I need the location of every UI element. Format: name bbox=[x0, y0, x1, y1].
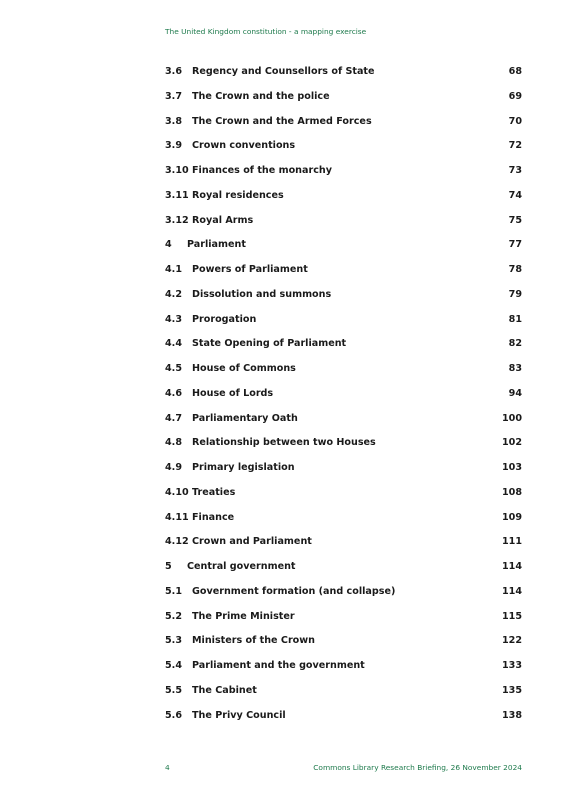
toc-entry[interactable] bbox=[165, 510, 522, 535]
toc-entry-number: 4.9 bbox=[165, 462, 182, 473]
toc-entry[interactable] bbox=[165, 683, 522, 708]
toc-entry-title: The Privy Council bbox=[192, 709, 286, 721]
toc-entry-number: 4.6 bbox=[165, 387, 182, 399]
toc-chapter-entry[interactable] bbox=[165, 559, 522, 584]
toc-entry-title: House of Commons bbox=[192, 363, 296, 374]
toc-entry-title: Parliamentary Oath bbox=[192, 412, 298, 424]
toc-entry-page: 133 bbox=[501, 660, 522, 671]
toc-entry-number: 4.11 bbox=[165, 511, 189, 523]
toc-entry[interactable] bbox=[165, 64, 522, 89]
toc-entry-number: 4.7 bbox=[165, 412, 182, 424]
toc-entry-title: Government formation (and collapse) bbox=[192, 585, 396, 597]
toc-entry-page: 83 bbox=[508, 363, 522, 374]
toc-entry-number: 5 bbox=[165, 561, 172, 572]
toc-entry-title: Prorogation bbox=[192, 313, 257, 325]
toc-entry[interactable] bbox=[165, 460, 522, 485]
toc-entry-title: State Opening of Parliament bbox=[192, 338, 347, 350]
toc-entry-page: 75 bbox=[508, 214, 522, 226]
toc-entry-page: 109 bbox=[501, 511, 522, 523]
toc-entry-page: 114 bbox=[501, 585, 522, 597]
toc-entry-number: 5.3 bbox=[165, 635, 182, 647]
toc-entry-title: Powers of Parliament bbox=[192, 264, 308, 275]
toc-entry-title: Crown conventions bbox=[192, 140, 296, 152]
toc-entry-number: 3.7 bbox=[165, 90, 182, 102]
toc-entry-title: Relationship between two Houses bbox=[192, 437, 376, 449]
toc-entry[interactable] bbox=[165, 89, 522, 114]
toc-entry-page: 73 bbox=[508, 165, 522, 176]
toc-entry-page: 72 bbox=[508, 140, 522, 152]
toc-entry-number: 3.11 bbox=[165, 189, 189, 201]
toc-entry-title: Royal Arms bbox=[192, 214, 254, 226]
toc-entry-number: 4.8 bbox=[165, 437, 182, 449]
toc-entry-page: 122 bbox=[501, 635, 522, 647]
running-header: The United Kingdom constitution - a mapping exercise bbox=[165, 27, 367, 36]
toc-entry-number: 4.10 bbox=[165, 486, 189, 498]
toc-chapter-entry[interactable] bbox=[165, 237, 522, 262]
toc-entry-page: 82 bbox=[508, 338, 522, 350]
toc-entry[interactable] bbox=[165, 411, 522, 436]
toc-entry[interactable] bbox=[165, 138, 522, 163]
toc-entry-number: 3.9 bbox=[165, 140, 182, 152]
toc-entry-title: The Crown and the Armed Forces bbox=[192, 115, 372, 127]
toc-entry[interactable] bbox=[165, 708, 522, 733]
toc-entry[interactable] bbox=[165, 658, 522, 683]
toc-entry-title: Ministers of the Crown bbox=[192, 635, 315, 647]
toc-entry[interactable] bbox=[165, 386, 522, 411]
toc-entry-page: 114 bbox=[501, 561, 522, 572]
toc-entry-title: Crown and Parliament bbox=[192, 536, 312, 548]
toc-entry-page: 70 bbox=[508, 115, 522, 127]
toc-entry[interactable] bbox=[165, 361, 522, 386]
toc-entry[interactable] bbox=[165, 163, 522, 188]
toc-entry-page: 77 bbox=[508, 239, 522, 251]
toc-entry-number: 3.10 bbox=[165, 165, 189, 176]
toc-entry-number: 4.5 bbox=[165, 363, 182, 374]
toc-entry-number: 4.2 bbox=[165, 288, 182, 300]
toc-entry[interactable] bbox=[165, 609, 522, 634]
toc-entry[interactable] bbox=[165, 534, 522, 559]
toc-entry-title: Primary legislation bbox=[192, 462, 295, 473]
toc-entry-page: 100 bbox=[501, 412, 522, 424]
toc-entry-title: Finance bbox=[192, 511, 235, 523]
toc-entry-page: 111 bbox=[501, 536, 522, 548]
toc-entry[interactable] bbox=[165, 262, 522, 287]
toc-entry-title: The Prime Minister bbox=[192, 610, 295, 622]
toc-entry[interactable] bbox=[165, 188, 522, 213]
toc-entry[interactable] bbox=[165, 213, 522, 238]
toc-entry-number: 5.6 bbox=[165, 709, 182, 721]
toc-entry-page: 81 bbox=[508, 313, 522, 325]
toc-entry[interactable] bbox=[165, 485, 522, 510]
toc-entry-page: 94 bbox=[508, 387, 522, 399]
toc-entry-number: 3.6 bbox=[165, 66, 182, 77]
footer-page-number: 4 bbox=[165, 763, 170, 772]
toc-entry-number: 5.2 bbox=[165, 610, 182, 622]
toc-entry-title: Parliament bbox=[187, 239, 246, 251]
toc-entry[interactable] bbox=[165, 435, 522, 460]
toc-entry[interactable] bbox=[165, 312, 522, 337]
toc-entry-number: 4 bbox=[165, 239, 172, 251]
toc-entry-page: 135 bbox=[501, 684, 522, 696]
toc-entry-page: 138 bbox=[501, 709, 522, 721]
toc-entry-number: 3.8 bbox=[165, 115, 182, 127]
toc-entry-title: The Crown and the police bbox=[192, 90, 330, 102]
table-of-contents bbox=[165, 64, 522, 732]
toc-entry[interactable] bbox=[165, 584, 522, 609]
toc-entry-title: The Cabinet bbox=[192, 684, 257, 696]
toc-entry-title: Finances of the monarchy bbox=[192, 165, 332, 176]
toc-entry-title: Dissolution and summons bbox=[192, 288, 332, 300]
toc-entry-page: 102 bbox=[501, 437, 522, 449]
toc-entry-title: House of Lords bbox=[192, 387, 274, 399]
toc-entry[interactable] bbox=[165, 287, 522, 312]
toc-entry-title: Regency and Counsellors of State bbox=[192, 66, 375, 77]
toc-entry-title: Royal residences bbox=[192, 189, 284, 201]
toc-entry-page: 115 bbox=[501, 610, 522, 622]
toc-entry-number: 4.1 bbox=[165, 264, 182, 275]
toc-entry-number: 4.3 bbox=[165, 313, 182, 325]
toc-entry-number: 4.12 bbox=[165, 536, 189, 548]
toc-entry-page: 78 bbox=[508, 264, 522, 275]
toc-entry-page: 69 bbox=[508, 90, 522, 102]
toc-entry-page: 79 bbox=[508, 288, 522, 300]
toc-entry-number: 5.1 bbox=[165, 585, 182, 597]
toc-entry-page: 103 bbox=[501, 462, 522, 473]
toc-entry[interactable] bbox=[165, 114, 522, 139]
toc-entry[interactable] bbox=[165, 633, 522, 658]
toc-entry-page: 68 bbox=[508, 66, 522, 77]
toc-entry-page: 74 bbox=[508, 189, 522, 201]
toc-entry-title: Treaties bbox=[192, 486, 236, 498]
footer-source: Commons Library Research Briefing, 26 November 2024 bbox=[313, 763, 522, 772]
toc-entry-title: Central government bbox=[187, 561, 296, 572]
toc-entry[interactable] bbox=[165, 336, 522, 361]
toc-entry-page: 108 bbox=[501, 486, 522, 498]
toc-entry-number: 3.12 bbox=[165, 214, 189, 226]
toc-entry-title: Parliament and the government bbox=[192, 660, 365, 671]
toc-entry-number: 5.4 bbox=[165, 660, 182, 671]
toc-entry-number: 5.5 bbox=[165, 684, 182, 696]
toc-entry-number: 4.4 bbox=[165, 338, 182, 350]
